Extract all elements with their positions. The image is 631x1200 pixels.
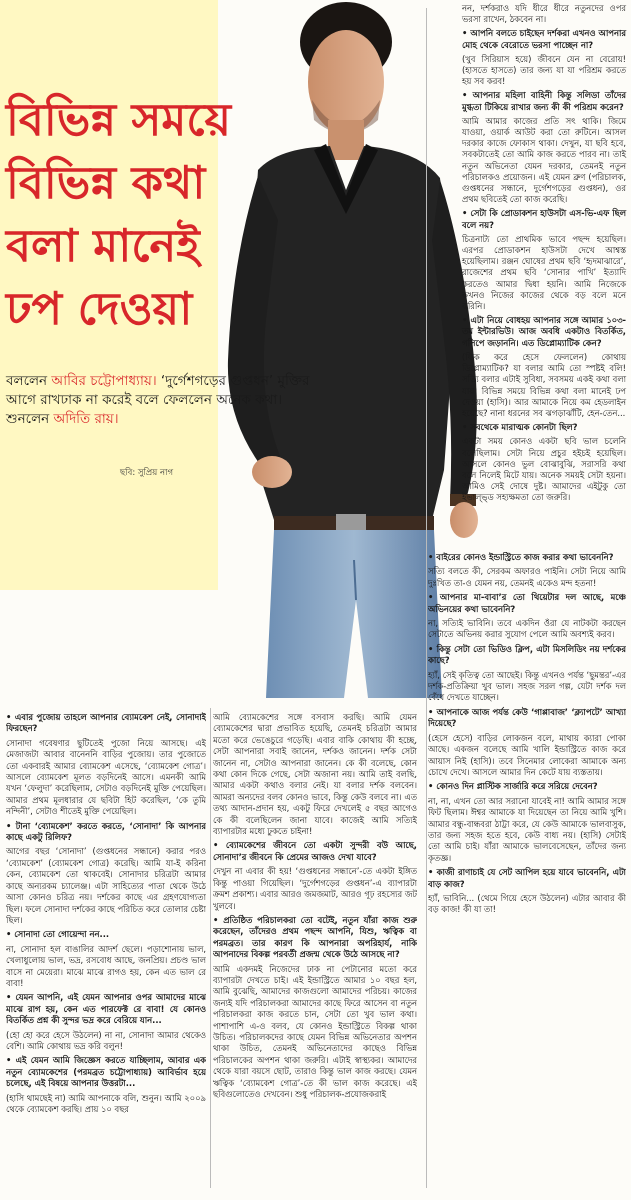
headline-line: বলা মানেই <box>6 219 200 272</box>
interview-answer: চিত্রনাট্য তো প্রাথমিক ভাবে পছন্দ হয়েছিল। এরপর প্রোডাকশন হাউসটা দেখে আশ্বস্ত হয়েছিলাম। রঞ্জন ঘোষের প্রথম ছবি ‘হৃদমাঝারে’, রাজেশের প্রথম ছবি ‘সোনার পাখি’ ইত্যাদি করতেও আমার দ্বিধা হয়নি। আমি নিজেকে কখনও নিজের কাজের থেকে বড় বলে মনে করিনি। <box>462 233 626 312</box>
intro-prefix: বললেন <box>6 373 52 389</box>
intro-author: অদিতি রায়। <box>53 411 119 427</box>
interview-question: • কাজী রাণাচাই যে সেট আপিল হয়ে যাবে ভাবেননি, এটা বাড় কাজ? <box>428 867 626 890</box>
interview-question: • এবার পুজোয় তাহলে আপনার ব্যোমকেশ নেই, সোনাদাই ফিরছেন? <box>6 712 206 735</box>
interview-question: • এই যেমন আমি জিজ্ঞেস করতে যাচ্ছিলাম, আবার এক নতুন ব্যোমকেশের (পরমব্রত চট্টোপাধ্যায়) আবির্ভাব হয়ে চলেছে, এই বিষয়ে আপনার উত্তরটা... <box>6 1055 206 1089</box>
interview-question: • বাইরের কোনও ইন্ডাস্ট্রিতে কাজ করার কথা ভাবেননি? <box>428 552 626 563</box>
interview-answer: না, সোনাদা হল বাঙালির আদর্শ ছেলে। পড়াশোনায় ভাল, খেলাধুলোয় ভাল, ভদ্র, রসবোধ আছে, জনপ্রিয়। প্রচণ্ড ভাল বাসে না মেয়েরা। মাঝে মাঝে রাগও হয়, কেন এত ভাল রে বাবা! <box>6 943 206 988</box>
intro-name: আবির চট্টোপাধ্যায়। <box>51 373 157 389</box>
interview-question: • সবথেকে মারাত্মক কোনটা ছিল? <box>462 422 626 433</box>
photo-credit: ছবি: সুপ্রিয় নাগ <box>120 468 174 478</box>
interview-question: • সোনাদা তো গোয়েন্দা নন... <box>6 929 206 940</box>
interview-question: • আপনাকে আজ পর্যন্ত কেউ ‘গাপ্পাবাজ’ ‘ক্ল্যাপটে’ আখ্যা দিয়েছে? <box>428 707 626 730</box>
interview-answer: (খুব সিরিয়াস হয়ে) জীবনে যেন না বেরোয়! (হাসতে হাসতে) তার জন্য যা যা পরিশ্রম করতে হয় সব করব! <box>462 53 626 87</box>
interview-answer: সত্যি বলতে কী, সেরকম অফারও পাইনি। সেটা নিয়ে আমি দুঃখিত তা-ও যেমন নয়, তেমনই একেও মন্দ হতনা! <box>428 566 626 588</box>
interview-answer: আগের বছর ‘সোনাদা’ (গুপ্তধনের সন্ধানে) করার পরও ‘ব্যোমকেশ’ (ব্যোমকেশ গোত্র) করেছি। আমি যা-ই করিনা কেন, ব্যোমকেশ তো থাকবেই। সোনাদার চরিত্রটা আমার কাছে অন্যরকম চ্যালেঞ্জ। এটা সাহিত্যের পাতা থেকে উঠে আসা কোনও চরিত্র নয়। দর্শকের কাছে এর গ্রহণযোগ্যতা ছিল। ফলে সোনাদা দর্শকের কাছে পরিচিত করে তোলার চেষ্টা ছিল। <box>6 846 206 925</box>
bottom-middle-column <box>213 712 417 1195</box>
bottom-right-column <box>428 552 626 1195</box>
interview-question: • ব্যোমকেশের জীবনে তো একটা সুন্দরী বউ আছে, সোনাদা’র জীবনে কি প্রেমের আজও দেখা যাবে? <box>213 840 417 863</box>
headline-line: বিভিন্ন কথা <box>6 156 206 209</box>
interview-question: • যেমন আপনি, এই যেমন আপনার ওপর আমাদের মাঝে মাঝে রাগ হয়, কেন এত পারফেক্ট রে বাবা! যে কোনও বিতর্কিত প্রশ্ন কী সুন্দর ভদ্র করে বেরিয়ে যান... <box>6 992 206 1026</box>
interview-answer: নন, দর্শকরাও যদি ধীরে ধীরে নতুনদের ওপর ভরসা রাখেন, ঠকবেন না। <box>462 3 626 25</box>
headline <box>6 88 256 340</box>
interview-question: • টানা ‘ব্যোমকেশ’ করতে করতে, ‘সোনাদা’ কি আপনার কাছে একটু রিলিফ? <box>6 821 206 844</box>
interview-answer: না, সত্যিই ভাবিনি। তবে একদিন ওঁরা যে নাটকটা করছেন সেটাতে অভিনয় করার সুযোগ পেলে আমি অবশ্যই করব। <box>428 618 626 640</box>
interview-answer: আমি ব্যোমকেশের সঙ্গে বসবাস করছি। আমি যেমন ব্যোমকেশের দ্বারা প্রভাবিত হয়েছি, তেমনই চরিত্রটা আমার মতো করে ভেঙেচুরে গড়েছি। এবার বাকি কোথায় কী হচ্ছে, সেটা আপনারা সবাই জানেন, দর্শকও জানেন। দর্শক সেটা জানেন না, সেটাও আপনারা জানেন। কে কী বলেছে, কোন কথা কোন দিকে গেছে, সেটা অজানা নয়। আমি তাই বলছি, আমার একটা কথাও বলার নেই। যা বলার দর্শক বলবেন। আমরা অন্যদের বলব কোনও ভাবে, কিন্তু কেউ বলবে না। এত তথ্য আদান-প্রদান হয়, একটু ফিরে দেখলেই ৫ বছর আগেও কে কী বলেছিলেন জানা যাবে। কাজেই আমি সত্যিই ব্যাপারটার মধ্যে ঢুকতে চাইনা! <box>213 712 417 837</box>
bottom-left-column <box>6 712 206 1195</box>
headline-line: বিভিন্ন সময়ে <box>6 93 231 146</box>
interview-answer: (ফিক করে হেসে ফেললেন) কোথায় ডিপ্লোম্যাটিক? যা বলার আমি তো স্পষ্টই বলি! সত্যি বলার এটাই সুবিধা, সবসময় একই কথা বলা যায়। বিভিন্ন সময়ে বিভিন্ন কথা বলা মানেই ঢপ দেওয়া (হাসি)। আর আমাকে নিয়ে কম হেডলাইন হয়েছে? নানা ধরনের সব ঝগড়াঝাঁটি, হেন-তেন... <box>462 351 626 418</box>
interview-question: • আপনার মা-বাবা’র তো থিয়েটার দল আছে, মঞ্চে অভিনয়ের কথা ভাবেননি? <box>428 592 626 615</box>
interview-question: • প্রতিষ্ঠিত পরিচালকরা তো বটেই, নতুন যাঁরা কাজ শুরু করেছেন, তাঁদেরও প্রথম পছন্দ আপনি, যিশু, ঋত্বিক বা পরমব্রত। তার কারণ কি আপনারা অপরিহার্য, নাকি আপনাদের বিকল্প পরবর্তী প্রজন্ম থেকে উঠে আসছে না? <box>213 915 417 961</box>
interview-answer: আমি একদমই নিজেদের ঢাক না পেটানোর মতো করে ব্যাপারটা দেখতে চাই। এই ইন্ডাস্ট্রিতে আমার ১০ বছর হল, আমি বুঝেছি, আমাদের কাজগুলো আমাদের পরিচয়। কাজের জন্যই যদি পরিচালকরা আমাদের কাছে ফিরে আসেন বা নতুন পরিচালকরা কাজ করতে চান, সেটা তো খুব ভাল কথা। পাশাপাশি এ-ও বলব, যে কোনও ইন্ডাস্ট্রিতে বিকল্প থাকা উচিত। পরিচালকদের কাছে যেমন বিভিন্ন অভিনেতার অপশন থাকা উচিত, তেমনই অভিনেতাদের কাছেও বিভিন্ন পরিচালকের অপশন থাকা জরুরি। এটাই স্বাস্থ্যকর। আমাদের থেকে যারা বয়সে ছোট, তারাও কিন্তু ভাল কাজ করছে। যেমন ঋত্বিক ‘ব্যোমকেশ গোত্র’-তে কী ভাল কাজ করেছে। এই ছবিগুলোতেও দেখবেন। শুধু পরিচালক-প্রযোজকরাই <box>213 963 417 1099</box>
interview-answer: (হো হো করে হেসে উঠলেন) না না, সোনাদা আমার থেকেও বেশি। আমি কোথায় ভদ্র করি বলুন! <box>6 1029 206 1051</box>
interview-answer: হ্যাঁ, ভাবিনি... (থেমে গিয়ে হেসে উঠলেন) এটার আবার কী বড় কাজ! কী যা তা! <box>428 892 626 915</box>
interview-question: • আপনি বলতে চাইছেন দর্শকরা এখনও আপনার মোহ থেকে বেরোতে ভরসা পাচ্ছেন না? <box>462 28 626 50</box>
column-divider <box>426 8 427 1188</box>
interview-answer: (হেসে হেসে) বাড়ির লোকজন বলে, মাথায় ক্যারা পোকা আছে। একজন বলেছে আমি খালি ইন্ডাস্ট্রিতে কাজ করে আয়াস নিই (হাসি)। তবে সিনেমার লোকেরা আমাকে অন্য চোখে দেখে। আসলে আমার দিন কেটে যায় ব্যস্ততায়। <box>428 732 626 777</box>
interview-question: • এটা নিয়ে বোধহয় আপনার সঙ্গে আমার ১০৩-তম ইন্টারভিউ। আজ অবধি একটাও বিতর্কিত, গসিপে জড়াননি। এত ডিপ্লোম্যাটিক কেন? <box>462 315 626 349</box>
interview-answer: আমি আমার কাজের প্রতি সৎ থাকি। জিমে যাওয়া, ওয়ার্ক আউট করা তো রুটিনে। আসল দরকার কাজে ফোকাস থাকা। দেখুন, যা ছবি হবে, সবকটাতেই তো আমি কাজ করতে পারব না। তাই নতুন অভিনেতা যেমন দরকার, তেমনই নতুন পরিচালকও প্রয়োজন। এই যেমন ব্রুণ (পরিচালক, গুপ্তধনের সন্ধানে, দুর্গেশগড়ের গুপ্তধন), ওর প্রথম ছবিতেই তো কাজ করেছি। <box>462 115 626 205</box>
interview-question: • কোনও দিন প্লাস্টিক সার্জারি করে সরিয়ে দেবেন? <box>428 781 626 792</box>
right-column <box>462 3 626 507</box>
interview-question: • আপনার মহিলা বাহিনী কিন্তু সলিডা তাঁদের মুগ্ধতা টিকিয়ে রাখার জন্য কী কী পরিশ্রম করেন? <box>462 90 626 112</box>
intro-blurb <box>6 372 311 429</box>
interview-answer: না, না, এখন তো আর সরানো যাবেই না! আমি আমার সঙ্গে ফিট ছিলাম। ঈশ্বর আমাকে যা দিয়েছেন তা নিয়ে আমি খুশি। আমার বন্ধু-বান্ধবরা ঠাট্টা করে, যে কেউ আমাকে ভালবাসুক, তার জন্য সহজ হতে হবে, কেউ বাধ্য নয়। (হাসি) সেটাই তো আমি চাই। যাঁরা আমাকে ভালবেসেছেন, তাঁদের জন্য কৃতজ্ঞ। <box>428 795 626 863</box>
interview-answer: দেখুন না এবার কী হয়! ‘গুপ্তধনের সন্ধানে’-তে একটা ইঙ্গিত কিন্তু পাওয়া গিয়েছিল। ‘দুর্গেশগড়ের গুপ্তধন’-এ ব্যাপারটা ক্রমশ প্রকাশ্য। এবার আরও জমজমাট, আরও গূঢ় রহস্যের জট খুলবে। <box>213 866 417 911</box>
interview-answer: হ্যাঁ, সেই কৃতিত্ব তো আছেই। কিন্তু এখনও পর্যন্ত ‘ছুমন্তর’-এর দর্শক-প্রতিক্রিয়া খুব ভাল। সহজ সরল গল্প, যেটা দর্শক দল বেঁধে দেখতে যাচ্ছেন। <box>428 669 626 703</box>
column-divider <box>210 708 211 1188</box>
interview-answer: একটা সময় কোনও একটা ছবি ভাল চলেনি বলেছিলাম। সেটা নিয়ে প্রচুর হইচই হয়েছিল। আসলে কোনও ভুল বোঝাবুঝি, সরাসরি কথা বলে নিলেই মিটে যায়। অনেক সময়ই সেটা হয়না। আমিও সেই দোষে দুষ্ট। আমাদের এইটুকু তো ইভাল্ভ্ড সহ্যক্ষমতা তো জরুরি। <box>462 436 626 503</box>
interview-question: • কিন্তু সেটা তো ভিডিও ক্লিপ, এটা মিসলিডিং নয় দর্শকের কাছে? <box>428 644 626 667</box>
interview-answer: (হাসি থামছেই না) আমি আপনাকে বলি, শুনুন। আমি ২০০৯ থেকে ব্যোমকেশ করছি। প্রায় ১০ বছর <box>6 1092 206 1114</box>
headline-line: ঢপ দেওয়া <box>6 282 193 335</box>
intro-middle: ‘দুর্গেশগড়ের গুপ্তধন’ মুক্তির আগে রাখঢাক না করেই বলে ফেললেন অনেক কথা। শুনলেন <box>6 373 310 427</box>
interview-question: • সেটা কি প্রোডাকশন হাউসটা এস-ভি-এফ ছিল বলে নয়? <box>462 208 626 230</box>
interview-answer: সোনাদা গবেষণার ছুটিতেই পুজো নিয়ে আসছে। এই মেজাজটা আবার বানেননি বাড়ির পুজোয়। তার পুজোতে তো একবারই আমার ব্যোমকেশ এসেছে, ‘ব্যোমকেশ গোত্র’। আসলে ব্যোমকেশ মূলত বড়দিনেই আসে। এমনকী আমি যখন ‘ফেলুদা’ করেছিলাম, সেটাও বড়দিনেই মুক্তি পেয়েছিল। আমার প্রথম মূলধারার যে ছবিটা হিট করেছিল, ‘কে তুমি নন্দিনী’, সেটাও শীতেই মুক্তি পেয়েছিল। <box>6 737 206 817</box>
